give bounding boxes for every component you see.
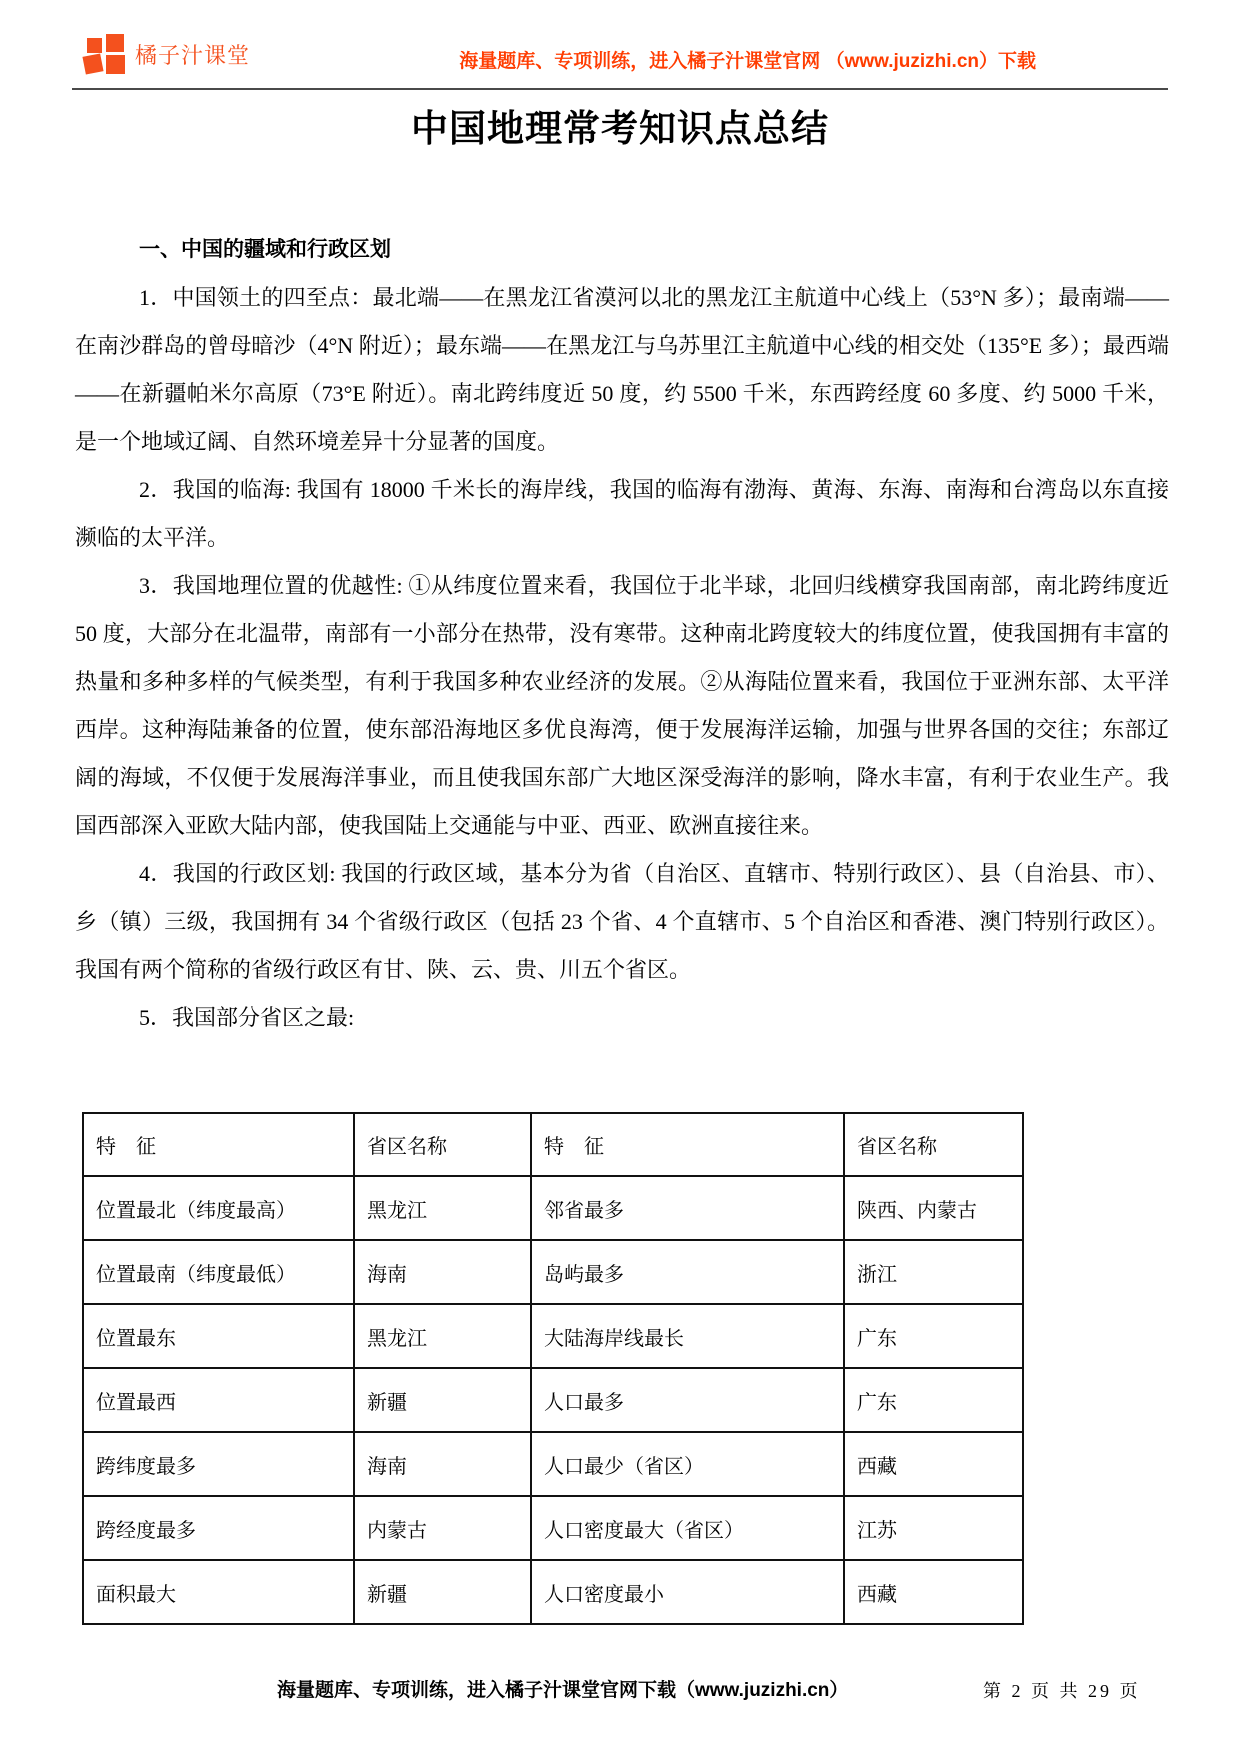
table-cell: 广东 bbox=[844, 1304, 1023, 1368]
logo-square bbox=[87, 38, 102, 53]
table-cell: 岛屿最多 bbox=[531, 1240, 844, 1304]
table-row bbox=[83, 1432, 1023, 1496]
section-heading: 一、中国的疆域和行政区划 bbox=[139, 238, 391, 261]
table-row bbox=[83, 1368, 1023, 1432]
table-header-cell: 省区名称 bbox=[354, 1113, 531, 1176]
paragraph-administrative-divisions: 4．我国的行政区划: 我国的行政区域，基本分为省（自治区、直辖市、特别行政区）、县（自治县、市）、乡（镇）三级，我国拥有 34 个省级行政区（包括 23 个省、4 个直辖市、5 个自治区和香港、澳门特别行政区）。我国有两个简称的省级行政区有甘、陕、云、贵、川五个省区。 bbox=[75, 861, 1169, 982]
orange-squares-logo-icon bbox=[84, 31, 130, 77]
province-records-table bbox=[82, 1112, 1024, 1625]
header-divider bbox=[72, 88, 1168, 90]
table-cell: 位置最西 bbox=[83, 1368, 354, 1432]
paragraph-province-records-intro: 5．我国部分省区之最: bbox=[139, 1005, 355, 1030]
table-cell: 新疆 bbox=[354, 1368, 531, 1432]
table-cell: 大陆海岸线最长 bbox=[531, 1304, 844, 1368]
table-row bbox=[83, 1304, 1023, 1368]
logo-text: 橘子汁课堂 bbox=[135, 42, 251, 68]
paragraph-location-advantages: 3．我国地理位置的优越性: ①从纬度位置来看，我国位于北半球，北回归线横穿我国南部，南北跨纬度近 50 度，大部分在北温带，南部有一小部分在热带，没有寒带。这种南北跨度较大的纬度位置，使我国拥有丰富的热量和多种多样的气候类型，有利于我国多种农业经济的发展。②从海陆位置来看，我国位于亚洲东部、太平洋西岸。这种海陆兼备的位置，使东部沿海地区多优良海湾，便于发展海洋运输，加强与世界各国的交往；东部辽阔的海域，不仅便于发展海洋事业，而且使我国东部广大地区深受海洋的影响，降水丰富，有利于农业生产。我国西部深入亚欧大陆内部，使我国陆上交通能与中亚、西亚、欧洲直接往来。 bbox=[75, 573, 1169, 838]
table-header-row bbox=[83, 1113, 1023, 1176]
logo-square bbox=[106, 55, 125, 74]
table-cell: 黑龙江 bbox=[354, 1176, 531, 1240]
table-cell: 黑龙江 bbox=[354, 1304, 531, 1368]
table-cell: 位置最南（纬度最低） bbox=[83, 1240, 354, 1304]
logo bbox=[84, 31, 250, 77]
table-cell: 西藏 bbox=[844, 1560, 1023, 1624]
table-cell: 位置最东 bbox=[83, 1304, 354, 1368]
table-row bbox=[83, 1560, 1023, 1624]
table-header-cell: 特 征 bbox=[83, 1113, 354, 1176]
logo-square bbox=[106, 34, 124, 52]
table-cell: 人口密度最大（省区） bbox=[531, 1496, 844, 1560]
table-cell: 新疆 bbox=[354, 1560, 531, 1624]
table-cell: 陕西、内蒙古 bbox=[844, 1176, 1023, 1240]
table-row bbox=[83, 1496, 1023, 1560]
table-cell: 广东 bbox=[844, 1368, 1023, 1432]
table-cell: 海南 bbox=[354, 1432, 531, 1496]
table-header-cell: 省区名称 bbox=[844, 1113, 1023, 1176]
table-cell: 面积最大 bbox=[83, 1560, 354, 1624]
document-body bbox=[75, 226, 1169, 1042]
header-promo-text: 海量题库、专项训练，进入橘子汁课堂官网 （www.juzizhi.cn）下载 bbox=[459, 51, 1036, 72]
paragraph-territory-extremes: 1．中国领土的四至点：最北端——在黑龙江省漠河以北的黑龙江主航道中心线上（53°N 多）；最南端——在南沙群岛的曾母暗沙（4°N 附近）；最东端——在黑龙江与乌苏里江主航道中心线的相交处（135°E 多）；最西端——在新疆帕米尔高原（73°E 附近）。南北跨纬度近 50 度，约 5500 千米，东西跨经度 60 多度、约 5000 千米，是一个地域辽阔、自然环境差异十分显著的国度。 bbox=[75, 285, 1169, 454]
table-cell: 西藏 bbox=[844, 1432, 1023, 1496]
table-cell: 人口最少（省区） bbox=[531, 1432, 844, 1496]
table-cell: 人口最多 bbox=[531, 1368, 844, 1432]
table-cell: 人口密度最小 bbox=[531, 1560, 844, 1624]
paragraph-adjacent-seas: 2．我国的临海: 我国有 18000 千米长的海岸线，我国的临海有渤海、黄海、东海、南海和台湾岛以东直接濒临的太平洋。 bbox=[75, 477, 1169, 550]
table-row bbox=[83, 1240, 1023, 1304]
table-cell: 位置最北（纬度最高） bbox=[83, 1176, 354, 1240]
table-cell: 江苏 bbox=[844, 1496, 1023, 1560]
table-cell: 跨纬度最多 bbox=[83, 1432, 354, 1496]
table-cell: 海南 bbox=[354, 1240, 531, 1304]
table-header-cell: 特 征 bbox=[531, 1113, 844, 1176]
table-cell: 跨经度最多 bbox=[83, 1496, 354, 1560]
table-row bbox=[83, 1176, 1023, 1240]
page-title: 中国地理常考知识点总结 bbox=[411, 108, 829, 149]
table-cell: 内蒙古 bbox=[354, 1496, 531, 1560]
footer-page-number: 第 2 页 共 29 页 bbox=[983, 1681, 1141, 1701]
footer-promo-text: 海量题库、专项训练，进入橘子汁课堂官网下载（www.juzizhi.cn） bbox=[277, 1680, 849, 1701]
logo-square bbox=[82, 53, 103, 74]
table-cell: 邻省最多 bbox=[531, 1176, 844, 1240]
table-cell: 浙江 bbox=[844, 1240, 1023, 1304]
